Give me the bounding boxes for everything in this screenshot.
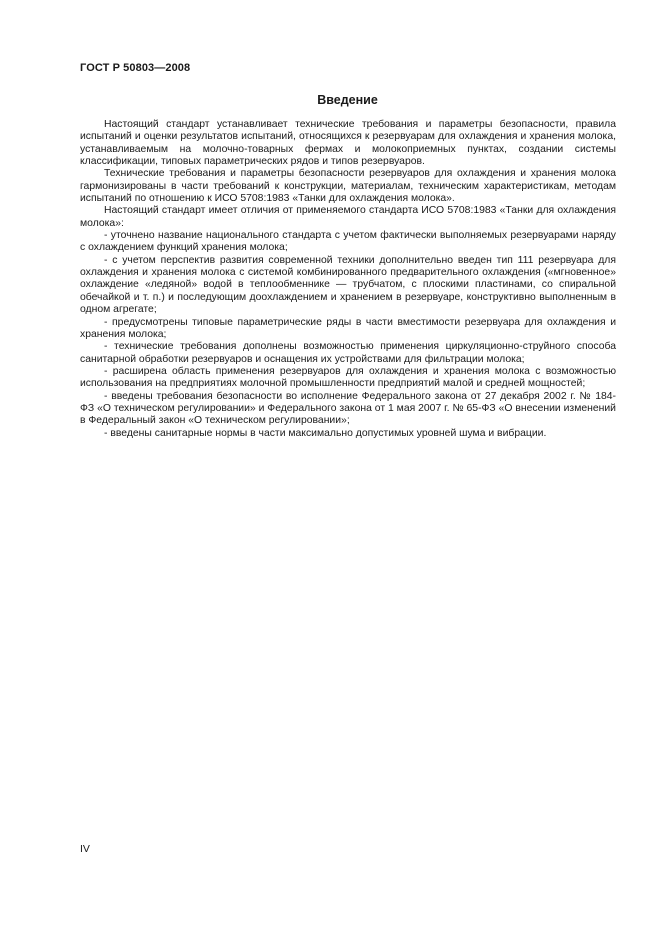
list-item-parametric-series: - предусмотрены типовые параметрические ряды в части вместимости резервуара для охлаждения и хранения молока; xyxy=(80,316,616,340)
list-item-scope-extension: - расширена область применения резервуаров для охлаждения и хранения молока с возможностью использования на предприятиях молочной промышленности предприятий малой и средней мощностей; xyxy=(80,365,616,390)
list-item-safety-requirements: - введены требования безопасности во исполнение Федерального закона от 27 декабря 2002 г. № 184-ФЗ «О техническом регулировании» и Федерального закона от 1 мая 2007 г. № 65-ФЗ «О внесении изменений в Федеральный закон «О техническом регулировании»; xyxy=(80,390,616,427)
list-item-title-change: - уточнено название национального стандарта с учетом фактически выполняемых резервуарами наряду с охлаждением функций хранения молока; xyxy=(80,230,616,254)
paragraph-differences: Настоящий стандарт имеет отличия от применяемого стандарта ИСО 5708:1983 «Танки для охлаждения молока»: xyxy=(80,205,616,229)
document-header: ГОСТ Р 50803—2008 xyxy=(80,62,191,74)
list-item-type-111: - с учетом перспектив развития современной техники дополнительно введен тип 111 резервуара для охлаждения и хранения молока с системой комбинированного предварительного охлаждения («мгновенное» охлаждение «ледяной» водой в теплообменнике — трубчатом, с плоскими пластинами, со спиральной обечайкой и т. п.) и последующим доохлаждением и хранением в резервуаре, конструктивно выполненным в одном агрегате; xyxy=(80,254,616,316)
body-text xyxy=(80,119,616,440)
list-item-sanitary-treatment: - технические требования дополнены возможностью применения циркуляционно-струйного способа санитарной обработки резервуаров и оснащения их устройствами для фильтрации молока; xyxy=(80,341,616,365)
page-number: IV xyxy=(80,843,90,855)
section-title: Введение xyxy=(317,93,378,107)
list-item-sanitary-norms: - введены санитарные нормы в части максимально допустимых уровней шума и вибрации. xyxy=(104,427,547,439)
paragraph-intro: Настоящий стандарт устанавливает технические требования и параметры безопасности, правила испытаний и оценки результатов испытаний, относящихся к резервуарам для охлаждения и хранения молока, устанавливаемым на молочно-товарных фермах и молокоприемных пунктах, создании системы классификации, типовых параметрических рядов и типов резервуаров. xyxy=(80,119,616,168)
paragraph-harmonization: Технические требования и параметры безопасности резервуаров для охлаждения и хранения молока гармонизированы в части требований к конструкции, материалам, техническим характеристикам, методам испытаний по отношению к ИСО 5708:1983 «Танки для охлаждения молока». xyxy=(80,168,616,205)
